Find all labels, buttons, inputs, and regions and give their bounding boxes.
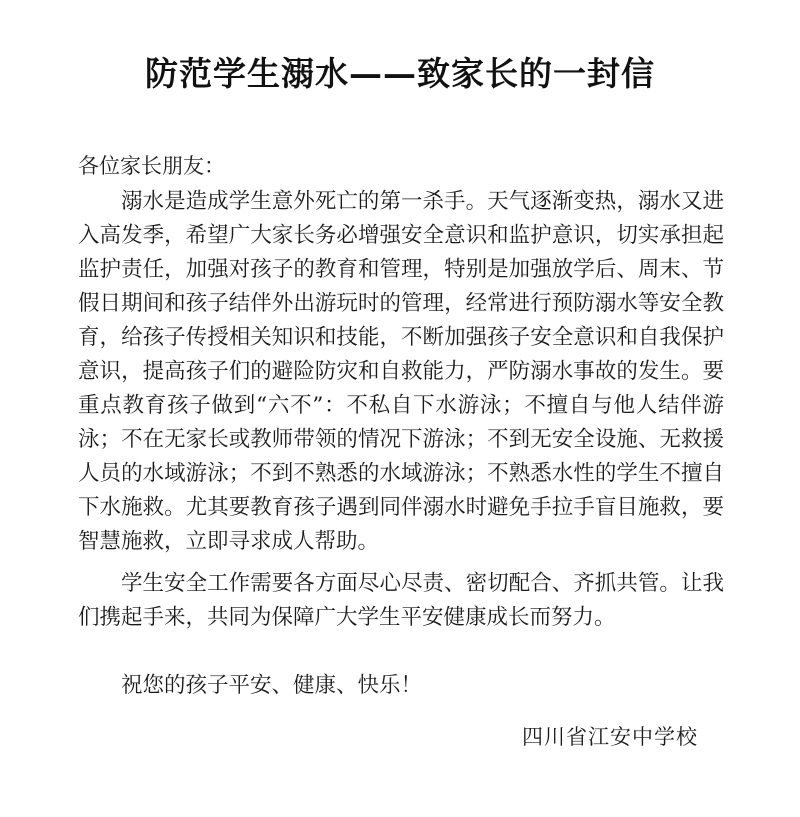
letter-signature: 四川省江安中学校 xyxy=(522,725,698,749)
letter-title: 防范学生溺水——致家长的一封信 xyxy=(145,54,655,93)
body-paragraph-cooperation: 学生安全工作需要各方面尽心尽责、密切配合、齐抓共管。让我们携起手来，共同为保障广大学生平安健康成长而努力。 xyxy=(78,571,724,630)
letter-salutation: 各位家长朋友： xyxy=(78,154,225,178)
body-paragraph-wishes: 祝您的孩子平安、健康、快乐！ xyxy=(121,673,423,698)
body-paragraph-warning: 溺水是造成学生意外死亡的第一杀手。天气逐渐变热，溺水又进入高发季，希望广大家长务必增强安全意识和监护意识，切实承担起监护责任，加强对孩子的教育和管理，特别是加强放学后、周末、节假日期间和孩子结伴外出游玩时的管理，经常进行预防溺水等安全教育，给孩子传授相关知识和技能，不断加强孩子安全意识和自我保护意识，提高孩子们的避险防灾和自救能力，严防溺水事故的发生。要重点教育孩子做到“六不”：不私自下水游泳；不擅自与他人结伴游泳；不在无家长或教师带领的情况下游泳；不到无安全设施、无救援人员的水域游泳；不到不熟悉的水域游泳；不熟悉水性的学生不擅自下水施救。尤其要教育孩子遇到同伴溺水时避免手拉手盲目施救，要智慧施救，立即寻求成人帮助。 xyxy=(78,189,724,554)
